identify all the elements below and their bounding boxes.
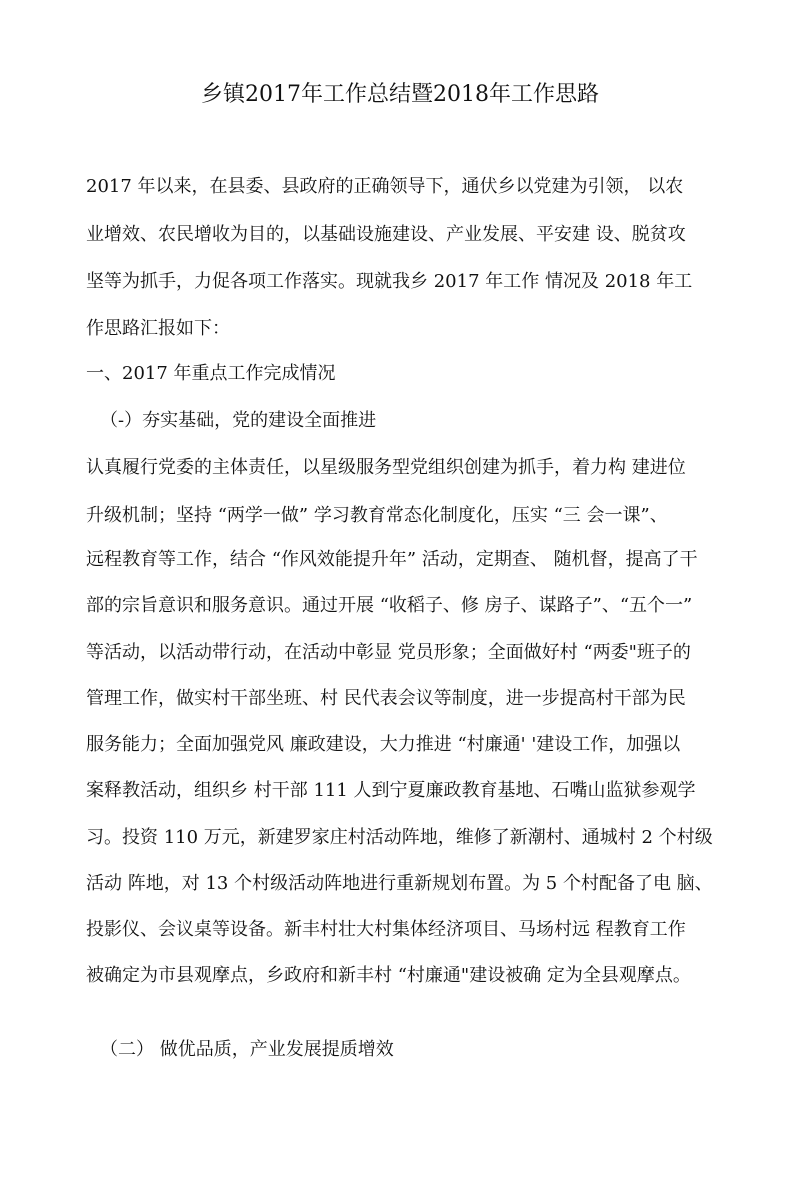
paragraph-line: 2017 年以来，在县委、县政府的正确领导下，通伏乡以党建为引领， 以农 [86,176,684,197]
paragraph-line: 投影仪、会议桌等设备。新丰村壮大村集体经济项目、马场村远 程教育工作 [86,919,686,940]
subsection-heading: （二） 做优品质，产业发展提质增效 [100,1039,394,1060]
paragraph-line: 被确定为市县观摩点，乡政府和新丰村 “村廉通"建设被确 定为全县观摩点。 [86,965,691,986]
paragraph-line: 作思路汇报如下： [86,318,230,339]
paragraph-line: 服务能力；全面加强党风 廉政建设，大力推进 “村廉通' '建设工作，加强以 [86,734,681,755]
paragraph-line: 升级机制；坚持 “两学一做” 学习教育常态化制度化，压实 “三 会一课”、 [86,505,668,526]
paragraph-line: 管理工作，做实村干部坐班、村 民代表会议等制度，进一步提高村干部为民 [86,688,686,709]
paragraph-line: 习。投资 110 万元，新建罗家庄村活动阵地，维修了新潮村、通城村 2 个村级 [86,827,713,848]
section-heading: 一、2017 年重点工作完成情况 [86,363,336,384]
document-title: 乡镇2017年工作总结暨2018年工作思路 [201,82,599,107]
paragraph-line: 等活动，以活动带行动，在活动中彰显 党员形象；全面做好村 “两委"班子的 [86,642,691,663]
paragraph-line: 案释教活动，组织乡 村干部 111 人到宁夏廉政教育基地、石嘴山监狱参观学 [86,780,696,801]
paragraph-line: 部的宗旨意识和服务意识。通过开展 “收稻子、修 房子、谋路子”、“五个一” [86,595,693,616]
paragraph-line: 远程教育等工作，结合 “作风效能提升年” 活动，定期查、 随机督，提高了干 [86,549,698,570]
subsection-heading: （-）夯实基础，党的建设全面推进 [100,410,377,431]
paragraph-line: 业增效、农民增收为目的，以基础设施建设、产业发展、平安建 设、脱贫攻 [86,224,686,245]
paragraph-line: 坚等为抓手，力促各项工作落实。现就我乡 2017 年工作 情况及 2018 年工 [86,271,693,292]
paragraph-line: 认真履行党委的主体责任，以星级服务型党组织创建为抓手，着力构 建进位 [86,457,686,478]
paragraph-line: 活动 阵地，对 13 个村级活动阵地进行重新规划布置。为 5 个村配备了电 脑、 [86,873,713,894]
